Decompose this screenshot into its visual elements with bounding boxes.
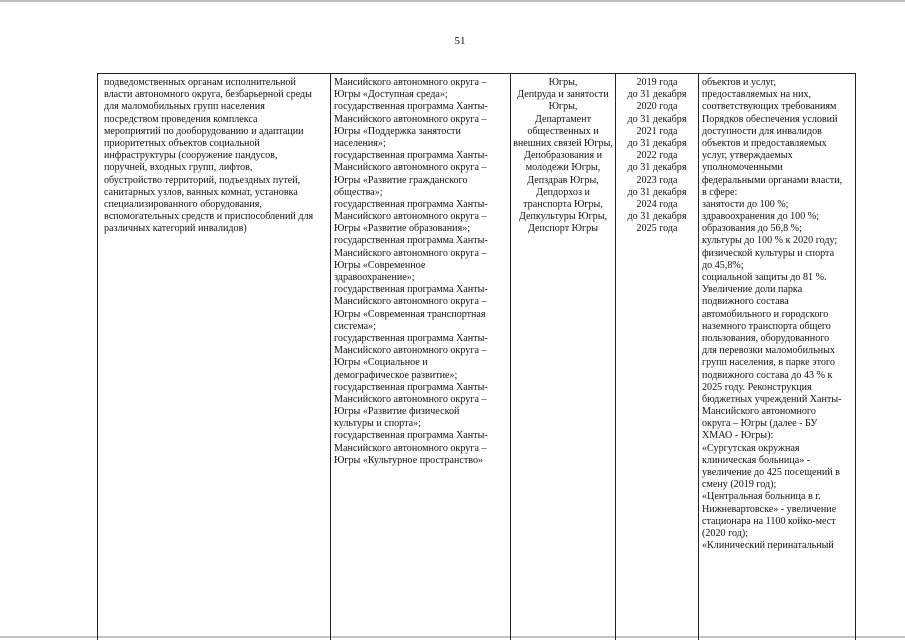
- result-line: «Центральная больница в г.: [702, 491, 821, 503]
- program-line: общества»;: [334, 186, 383, 198]
- program-line: демографическое развитие»;: [334, 369, 458, 381]
- result-line: доступности для инвалидов: [702, 125, 822, 137]
- result-line: автомобильного и городского: [702, 308, 829, 320]
- program-line: Мансийского автономного округа –: [334, 77, 487, 88]
- executor-line: транспорта Югры,: [523, 198, 603, 210]
- program-line: государственная программа Ханты-: [334, 150, 488, 162]
- program-line: государственная программа Ханты-: [334, 381, 488, 393]
- result-line: федеральными органами власти,: [702, 174, 843, 186]
- column-divider-1: [330, 73, 331, 640]
- scan-top-edge: [0, 0, 905, 2]
- result-line: бюджетных учреждений Ханты-: [702, 393, 842, 405]
- result-line: групп населения, в парке этого: [702, 357, 835, 369]
- measure-line: вспомогательных средств и приспособлений для: [104, 211, 314, 223]
- executor-line: внешних связей Югры,: [513, 137, 613, 149]
- program-line: Мансийского автономного округа –: [334, 162, 487, 174]
- result-line: физической культуры и спорта: [702, 247, 835, 259]
- result-line: образования до 56,8 %;: [702, 223, 802, 235]
- result-line: ХМАО - Югры):: [702, 430, 774, 442]
- program-line: Югры «Культурное пространство»: [334, 454, 484, 466]
- program-line: государственная программа Ханты-: [334, 430, 488, 442]
- deadline-line: до 31 декабря: [627, 113, 687, 125]
- deadline-line: 2024 года: [636, 198, 678, 210]
- program-line: населения»;: [334, 137, 386, 149]
- executor-line: Югры,: [548, 77, 578, 88]
- result-line: Увеличение доли парка: [702, 284, 803, 296]
- program-line: Югры «Современная транспортная: [334, 308, 486, 320]
- result-line: объектов и предоставляемых: [702, 137, 827, 149]
- deadline-line: до 31 декабря: [627, 89, 687, 101]
- measure-line: посредством проведения комплекса: [104, 113, 258, 125]
- table-left-border: [97, 73, 98, 640]
- result-line: смену (2019 год);: [702, 479, 777, 491]
- program-line: государственная программа Ханты-: [334, 198, 488, 210]
- result-line: Мансийского автономного: [702, 406, 816, 418]
- result-line: округа – Югры (далее - БУ: [702, 418, 818, 430]
- measure-line: специализированного оборудования,: [104, 198, 262, 210]
- program-line: государственная программа Ханты-: [334, 235, 488, 247]
- measure-line: санитарных узлов, ванных комнат, установка: [104, 186, 298, 198]
- result-line: подвижного состава: [702, 296, 789, 308]
- deadline-line: 2022 года: [636, 150, 678, 162]
- result-line: пользования, оборудованного: [702, 332, 830, 344]
- expected-results-cell: [702, 77, 854, 552]
- program-line: Мансийского автономного округа –: [334, 211, 487, 223]
- program-line: Югры «Социальное и: [334, 357, 428, 369]
- program-line: Югры «Современное: [334, 259, 426, 271]
- program-line: Мансийского автономного округа –: [334, 247, 487, 259]
- table-right-border: [855, 73, 856, 640]
- deadline-line: 2020 года: [636, 101, 678, 113]
- executor-line: Депздрав Югры,: [527, 174, 599, 186]
- deadline-line: 2023 года: [636, 174, 678, 186]
- state-programs-cell: [334, 77, 508, 467]
- executor-line: общественных и: [527, 125, 599, 137]
- measure-line: для маломобильных групп населения: [104, 101, 265, 113]
- program-line: Мансийского автономного округа –: [334, 393, 487, 405]
- result-line: клиническая больница» -: [702, 454, 811, 466]
- result-line: стационара на 1100 койко-мест: [702, 515, 836, 527]
- deadline-line: 2021 года: [636, 125, 678, 137]
- executor-line: Депtруда и занятости: [517, 89, 609, 101]
- deadline-line: до 31 декабря: [627, 186, 687, 198]
- executor-line: Депспорт Югры: [527, 223, 598, 235]
- program-line: Югры «Доступная среда»;: [334, 89, 448, 101]
- measure-line: инфраструктуры (сооружение пандусов,: [104, 150, 278, 162]
- program-line: Югры «Развитие гражданского: [334, 174, 468, 186]
- deadline-line: до 31 декабря: [627, 211, 687, 223]
- deadline-line: до 31 декабря: [627, 137, 687, 149]
- result-line: культуры до 100 % к 2020 году;: [702, 235, 838, 247]
- executor-line: Депобразования и: [523, 150, 603, 162]
- deadline-line: до 31 декабря: [627, 162, 687, 174]
- result-line: здравоохранения до 100 %;: [702, 211, 820, 223]
- program-line: Мансийского автономного округа –: [334, 442, 487, 454]
- measure-line: различных категорий инвалидов): [104, 223, 247, 235]
- executor-line: Депкультуры Югры,: [518, 211, 608, 223]
- program-line: государственная программа Ханты-: [334, 284, 488, 296]
- program-line: система»;: [334, 320, 376, 332]
- result-line: наземного транспорта общего: [702, 320, 831, 332]
- result-line: предоставляемых на них,: [702, 89, 812, 101]
- program-line: Югры «Развитие физической: [334, 406, 460, 418]
- result-line: Порядков обеспечения условий: [702, 113, 838, 125]
- result-line: 2025 году. Реконструкция: [702, 381, 812, 393]
- measure-line: мероприятий по дооборудованию и адаптации: [104, 125, 304, 137]
- deadline-line: 2025 года: [636, 223, 678, 235]
- program-line: Мансийского автономного округа –: [334, 113, 487, 125]
- result-line: увеличение до 425 посещений в: [702, 467, 840, 478]
- program-line: государственная программа Ханты-: [334, 101, 488, 113]
- result-line: уполномоченными: [702, 162, 783, 174]
- result-line: социальной защиты до 81 %.: [702, 272, 827, 283]
- result-line: занятости до 100 %;: [702, 198, 789, 210]
- program-line: культуры и спорта»;: [334, 418, 421, 430]
- executor-line: Депдорхоз и: [536, 186, 590, 198]
- program-line: государственная программа Ханты-: [334, 332, 488, 344]
- executor-line: Департамент: [535, 113, 591, 125]
- page-number: 51: [454, 35, 466, 47]
- table-top-border: [97, 73, 856, 74]
- measure-line: обустройство территорий, подъездных путей,: [104, 174, 301, 186]
- program-line: здравоохранение»;: [334, 272, 415, 283]
- result-line: (2020 год);: [702, 527, 749, 539]
- program-line: Мансийского автономного округа –: [334, 296, 487, 308]
- measure-description-cell: [104, 77, 328, 235]
- result-line: в сфере:: [702, 186, 738, 198]
- result-line: объектов и услуг,: [702, 77, 777, 88]
- result-line: до 45,8%;: [702, 259, 744, 271]
- measure-line: подведомственных органам исполнительной: [104, 77, 296, 88]
- deadline-line: 2019 года: [636, 77, 678, 88]
- result-line: «Клинический перинатальный: [702, 540, 834, 552]
- result-line: «Сургутская окружная: [702, 442, 800, 454]
- measure-line: власти автономного округа, безбарьерной среды: [104, 89, 312, 101]
- executor-line: молодежи Югры,: [525, 162, 601, 174]
- result-line: подвижного состава до 43 % к: [702, 369, 833, 381]
- program-line: Югры «Поддержка занятости: [334, 125, 461, 137]
- measure-line: поручней, входных групп, лифтов,: [104, 162, 253, 174]
- program-line: Мансийского автономного округа –: [334, 345, 487, 357]
- measure-line: приоритетных объектов социальной: [104, 137, 260, 149]
- deadlines-cell: [616, 77, 698, 235]
- result-line: Нижневартовске» - увеличение: [702, 503, 837, 515]
- program-line: Югры «Развитие образования»;: [334, 223, 471, 235]
- executor-line: Югры,: [548, 101, 578, 113]
- result-line: услуг, утверждаемых: [702, 150, 793, 162]
- result-line: соответствующих требованиям: [702, 101, 837, 113]
- column-divider-4: [698, 73, 699, 640]
- executors-cell: [511, 77, 615, 235]
- measures-table: [97, 73, 856, 640]
- result-line: для перевозки маломобильных: [702, 345, 835, 357]
